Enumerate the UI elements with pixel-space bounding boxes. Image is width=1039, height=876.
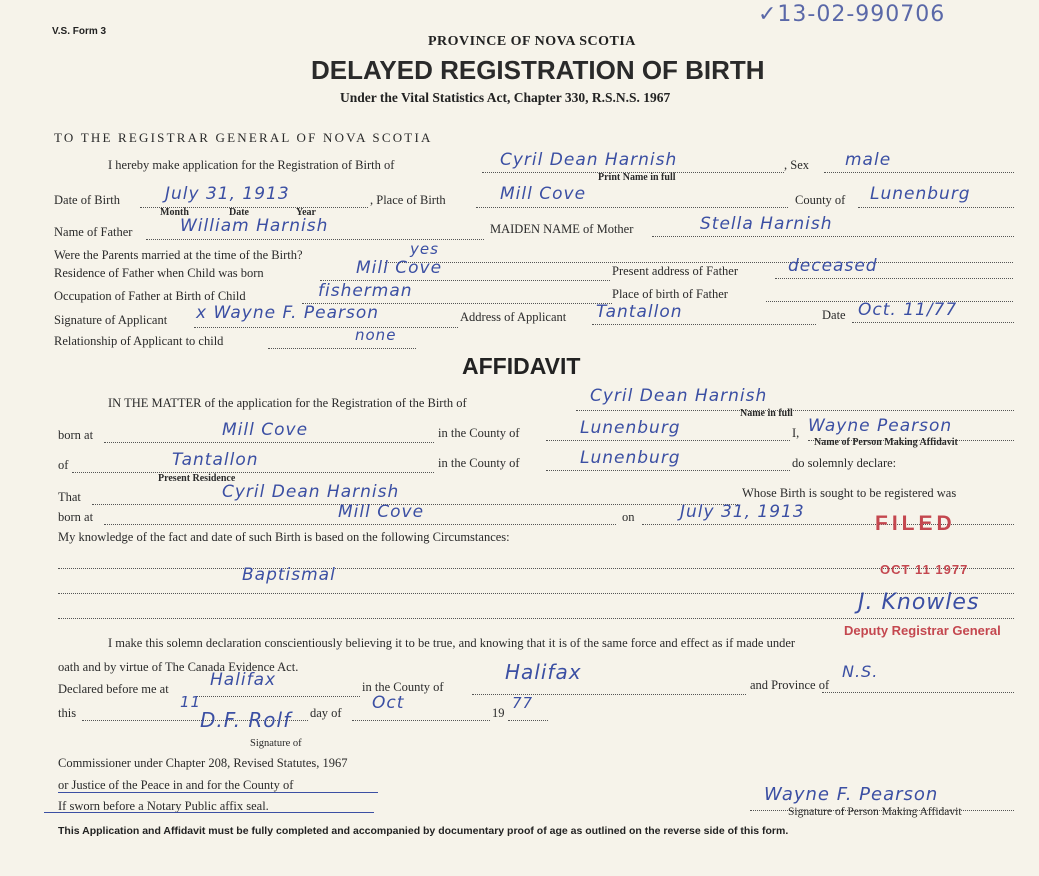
- that-label: That: [58, 490, 81, 504]
- commissioner-text-3: If sworn before a Notary Public affix seal.: [58, 799, 269, 813]
- present-residence-caption: Present Residence: [158, 473, 236, 484]
- circumstance-line-1: [58, 568, 1014, 569]
- name-full-caption: Name in full: [740, 408, 793, 419]
- form-subtitle: Under the Vital Statistics Act, Chapter 330, R.S.N.S. 1967: [340, 90, 671, 105]
- month-value: Oct: [372, 693, 405, 713]
- commissioner-strike-1: [58, 792, 378, 793]
- date-value: Oct. 11/77: [858, 300, 958, 320]
- form-title: DELAYED REGISTRATION OF BIRTH: [311, 55, 765, 85]
- declared-county-label: in the County of: [362, 680, 444, 694]
- born-at-line: [104, 442, 434, 443]
- born-at2-value: Mill Cove: [338, 502, 425, 522]
- applicant-address-line: [592, 324, 816, 325]
- county2-value: Lunenburg: [580, 448, 681, 468]
- married-line: [385, 262, 1013, 263]
- matter-name-value: Cyril Dean Harnish: [590, 386, 768, 406]
- dob-label: Date of Birth: [54, 193, 120, 207]
- that-value: Cyril Dean Harnish: [222, 482, 400, 502]
- sex-label: , Sex: [784, 158, 809, 172]
- signature-label: Signature of Applicant: [54, 313, 168, 327]
- affiant-name-value: Wayne Pearson: [808, 416, 953, 436]
- on-value: July 31, 1913: [680, 502, 805, 522]
- date-caption: Date: [229, 207, 249, 218]
- affidavit-heading: AFFIDAVIT: [462, 353, 581, 379]
- on-label: on: [622, 510, 635, 524]
- matter-line: [576, 410, 1014, 411]
- sex-line: [824, 172, 1014, 173]
- applicant-address-value: Tantallon: [596, 302, 683, 322]
- year-prefix: 19: [492, 706, 505, 720]
- county-line: [858, 207, 1014, 208]
- year-caption: Year: [296, 207, 316, 218]
- declared-county-value: Halifax: [505, 660, 582, 684]
- residence-value: Mill Cove: [356, 258, 443, 278]
- whose-birth-text: Whose Birth is sought to be registered was: [742, 486, 957, 500]
- date-line: [852, 322, 1014, 323]
- born-at-label: born at: [58, 428, 94, 442]
- signature-line: [194, 327, 458, 328]
- province-line: [822, 692, 1014, 693]
- pob-line: [476, 207, 788, 208]
- of-value: Tantallon: [172, 450, 259, 470]
- signature-of-caption: Signature of: [250, 738, 302, 749]
- present-address-value: deceased: [788, 256, 878, 276]
- registration-number: ✓13-02-990706: [758, 2, 946, 27]
- affiant-caption: Name of Person Making Affidavit: [814, 437, 958, 448]
- footer-note: This Application and Affidavit must be fully completed and accompanied by documentary proof of age as outlined on the reverse side of this form.: [58, 825, 789, 837]
- occupation-label: Occupation of Father at Birth of Child: [54, 289, 246, 303]
- county2-line: [546, 470, 790, 471]
- county-of-label: in the County of: [438, 426, 520, 440]
- commissioner-text-2: or Justice of the Peace in and for the County of: [58, 778, 294, 792]
- signature-value: x Wayne F. Pearson: [196, 303, 380, 323]
- year-line: [508, 720, 548, 721]
- present-address-label: Present address of Father: [612, 264, 739, 278]
- province-label: and Province of: [750, 678, 830, 692]
- affiant-signature: Wayne F. Pearson: [764, 784, 939, 805]
- married-value: yes: [410, 240, 439, 258]
- application-intro: I hereby make application for the Registration of Birth of: [108, 158, 395, 172]
- born-at-value: Mill Cove: [222, 420, 309, 440]
- month-line: [352, 720, 490, 721]
- mother-value: Stella Harnish: [700, 214, 833, 234]
- date-label: Date: [822, 308, 846, 322]
- declared-line: [196, 696, 360, 697]
- declared-value: Halifax: [210, 670, 277, 690]
- solemn-text-2: oath and by virtue of The Canada Evidence Act.: [58, 660, 299, 674]
- day-value: 11: [180, 693, 202, 711]
- of-label: of: [58, 458, 69, 472]
- day-of-label: day of: [310, 706, 342, 720]
- born-at2-line: [104, 524, 616, 525]
- province-value: N.S.: [842, 662, 879, 681]
- present-address-line: [775, 278, 1013, 279]
- sex-value: male: [845, 150, 892, 170]
- county2-label: in the County of: [438, 456, 520, 470]
- commissioner-signature: D.F. Rolf: [200, 708, 292, 732]
- county-value: Lunenburg: [870, 184, 971, 204]
- pob-label: , Place of Birth: [370, 193, 446, 207]
- this-label: this: [58, 706, 77, 720]
- occupation-value: fisherman: [318, 281, 413, 301]
- filed-stamp: FILED: [875, 512, 956, 535]
- i-label: I,: [792, 426, 800, 440]
- of-line: [72, 472, 434, 473]
- on-line: [642, 524, 1014, 525]
- mother-line: [652, 236, 1014, 237]
- commissioner-text-1: Commissioner under Chapter 208, Revised Statutes, 1967: [58, 756, 348, 770]
- commissioner-strike-2: [44, 812, 374, 813]
- circumstance-line-3: [58, 618, 1014, 619]
- print-name-caption: Print Name in full: [598, 172, 676, 183]
- relationship-label: Relationship of Applicant to child: [54, 334, 224, 348]
- affiant-signature-caption: Signature of Person Making Affidavit: [788, 806, 962, 818]
- addressee: TO THE REGISTRAR GENERAL OF NOVA SCOTIA: [54, 130, 433, 145]
- deputy-signature: J. Knowles: [858, 590, 980, 615]
- knowledge-text: My knowledge of the fact and date of such Birth is based on the following Circumstances:: [58, 530, 510, 544]
- applicant-address-label: Address of Applicant: [460, 310, 567, 324]
- circumstance-value: Baptismal: [242, 565, 336, 585]
- form-number: V.S. Form 3: [52, 26, 107, 37]
- born-at2-label: born at: [58, 510, 94, 524]
- month-caption: Month: [160, 207, 189, 218]
- declared-label: Declared before me at: [58, 682, 169, 696]
- relationship-value: none: [355, 326, 397, 344]
- residence-label: Residence of Father when Child was born: [54, 266, 264, 280]
- county-label: County of: [795, 193, 846, 207]
- solemn-text-1: I make this solemn declaration conscientiously believing it to be true, and knowing that it is of the same force and effect as if made under: [108, 636, 796, 650]
- filed-date-stamp: OCT 11 1977: [880, 562, 969, 577]
- deputy-title-stamp: Deputy Registrar General: [844, 623, 1001, 638]
- married-label: Were the Parents married at the time of the Birth?: [54, 248, 303, 262]
- father-value: William Harnish: [180, 216, 329, 236]
- matter-intro: IN THE MATTER of the application for the Registration of the Birth of: [108, 396, 467, 410]
- mother-label: MAIDEN NAME of Mother: [490, 222, 634, 236]
- county-of-line: [546, 440, 790, 441]
- pob-value: Mill Cove: [500, 184, 587, 204]
- dob-value: July 31, 1913: [165, 184, 290, 204]
- year-value: 77: [512, 694, 534, 712]
- declare-text: do solemnly declare:: [792, 456, 897, 470]
- relationship-line: [268, 348, 416, 349]
- father-label: Name of Father: [54, 225, 133, 239]
- father-pob-label: Place of birth of Father: [612, 287, 728, 301]
- child-name-value: Cyril Dean Harnish: [500, 150, 678, 170]
- province-heading: PROVINCE OF NOVA SCOTIA: [428, 34, 636, 49]
- county-of-value: Lunenburg: [580, 418, 681, 438]
